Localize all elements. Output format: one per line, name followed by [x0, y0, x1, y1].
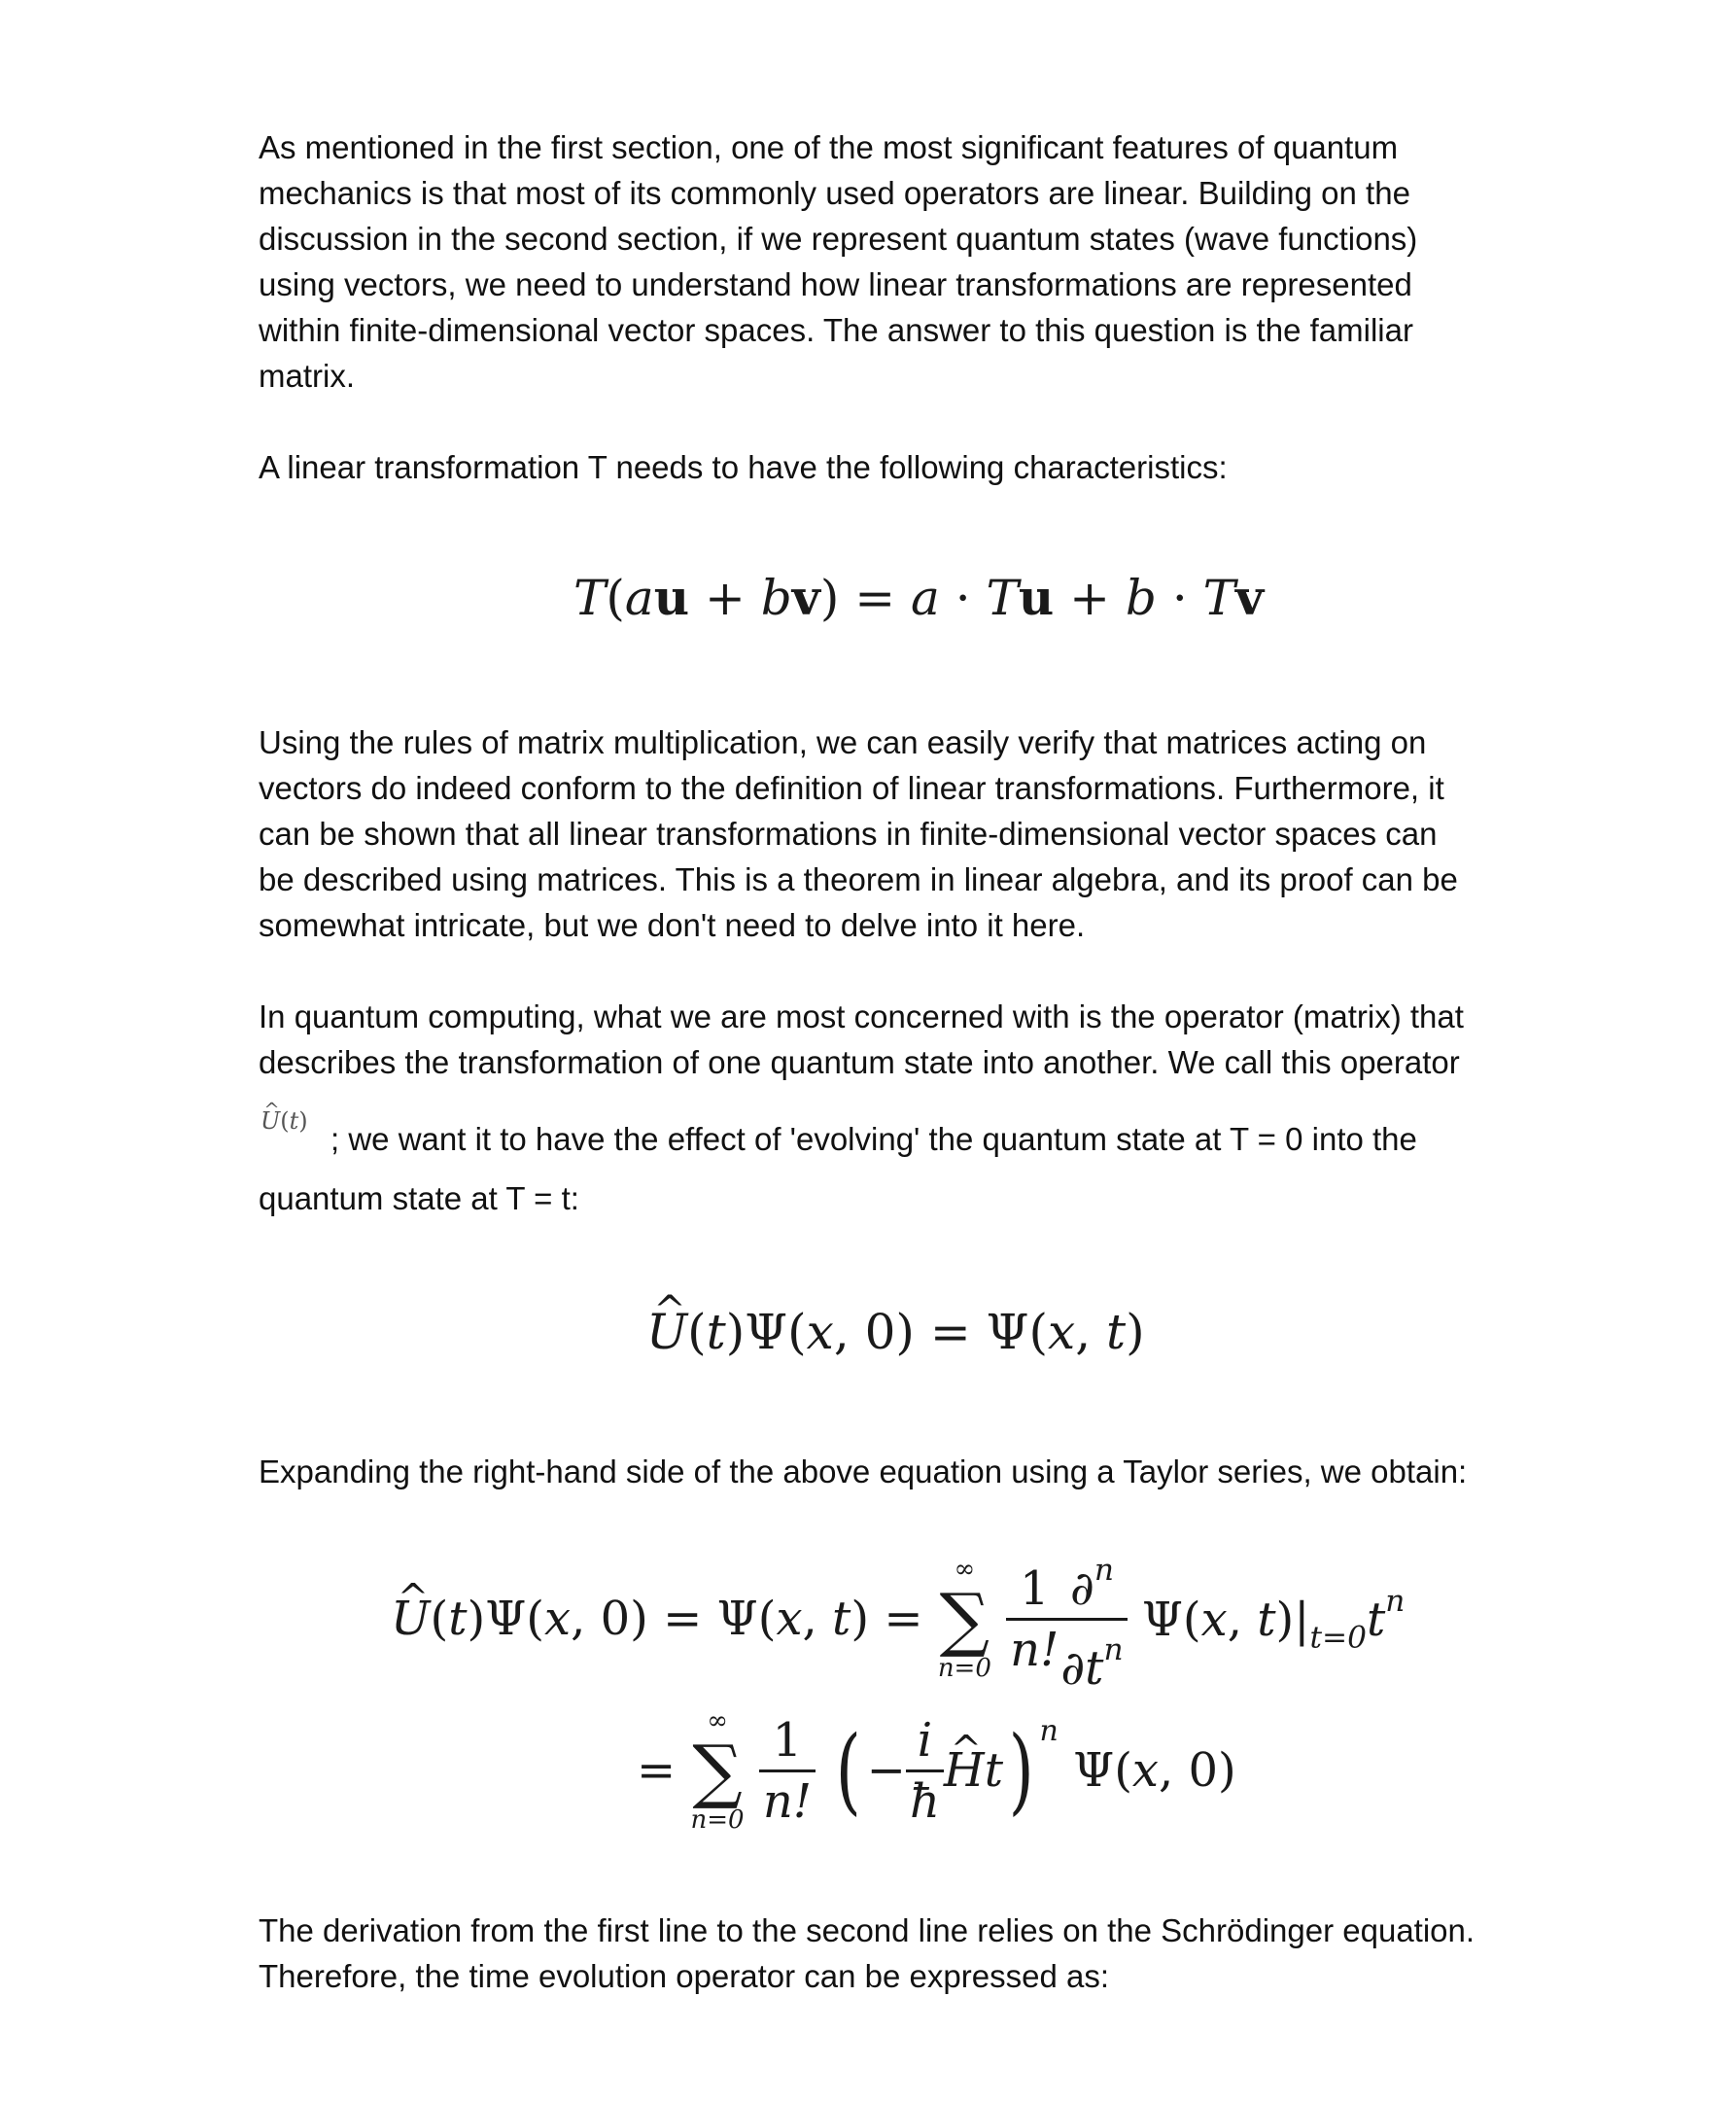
text-line: vectors do indeed conform to the definition of linear transformations. Furthermore, it [259, 770, 1444, 806]
fraction-one-over-n-factorial: $\frac{1}{n!}$ [759, 1711, 816, 1831]
text-line: within finite-dimensional vector spaces. The answer to this question is the familiar [259, 312, 1413, 348]
text-line: somewhat intricate, but we don't need to delve into it here. [259, 907, 1086, 943]
text-line: ; we want it to have the effect of 'evolving' the quantum state at T = 0 into the [330, 1121, 1417, 1157]
text-line: can be shown that all linear transformations in finite-dimensional vector spaces can [259, 816, 1438, 852]
inline-operator-symbol: ^ U(t) [260, 1106, 308, 1136]
text-line: discussion in the second section, if we represent quantum states (wave functions) [259, 221, 1418, 257]
fraction-one-over-n-factorial: $\frac{1}{n!}$ [1006, 1559, 1062, 1679]
text-line: matrix. [259, 358, 355, 394]
fraction-i-over-hbar: $\frac{i}{ħ}$ [906, 1711, 944, 1831]
text-line: In quantum computing, what we are most concerned with is the operator (matrix) that [259, 998, 1464, 1034]
text-line: Therefore, the time evolution operator can be expressed as: [259, 1958, 1109, 1994]
text-line: describes the transformation of one quantum state into another. We call this operator [259, 1044, 1460, 1080]
equation-evolution: ^ U(t)Ψ(x, 0) = Ψ(x, t) [646, 1298, 1145, 1366]
text-line: The derivation from the first line to the second line relies on the Schrödinger equation. [259, 1912, 1476, 1948]
text-line: As mentioned in the first section, one of the most significant features of quantum [259, 129, 1399, 165]
equation-linearity: T(au + bv) = a · Tu + b · Tv [573, 569, 1265, 626]
text-line: Using the rules of matrix multiplication, we can easily verify that matrices acting on [259, 724, 1427, 760]
summation: ∞ ∑ n=0 [937, 1555, 991, 1684]
text-line: using vectors, we need to understand how linear transformations are represented [259, 266, 1412, 302]
text-line: be described using matrices. This is a theorem in linear algebra, and its proof can be [259, 861, 1458, 897]
paragraph-linear-def: A linear transformation T needs to have the following characteristics: [259, 449, 1228, 485]
equation-taylor-line1: ^ U(t)Ψ(x, 0) = Ψ(x, t) = ∞ ∑ n=0 $\frac{1}{n!}$ $\frac{\partial^n}{\partial t^n}$ Ψ(x, $t)|_{t=0}t^n$ [391, 1541, 1405, 1698]
paragraph-taylor: Expanding the right-hand side of the above equation using a Taylor series, we obtain: [259, 1454, 1468, 1489]
fraction-partial-derivative: $\frac{\partial^n}{\partial t^n}$ [1057, 1541, 1127, 1698]
summation: ∞ ∑ n=0 [690, 1706, 745, 1835]
equation-taylor-line2: = ∞ ∑ n=0 $\frac{1}{n!}$ ( − $\frac{i}{ħ}$ ^ Ht) n Ψ(x, 0) [637, 1706, 1236, 1835]
text-line: quantum state at T = t: [259, 1180, 579, 1216]
text-line: mechanics is that most of its commonly used operators are linear. Building on the [259, 175, 1410, 211]
